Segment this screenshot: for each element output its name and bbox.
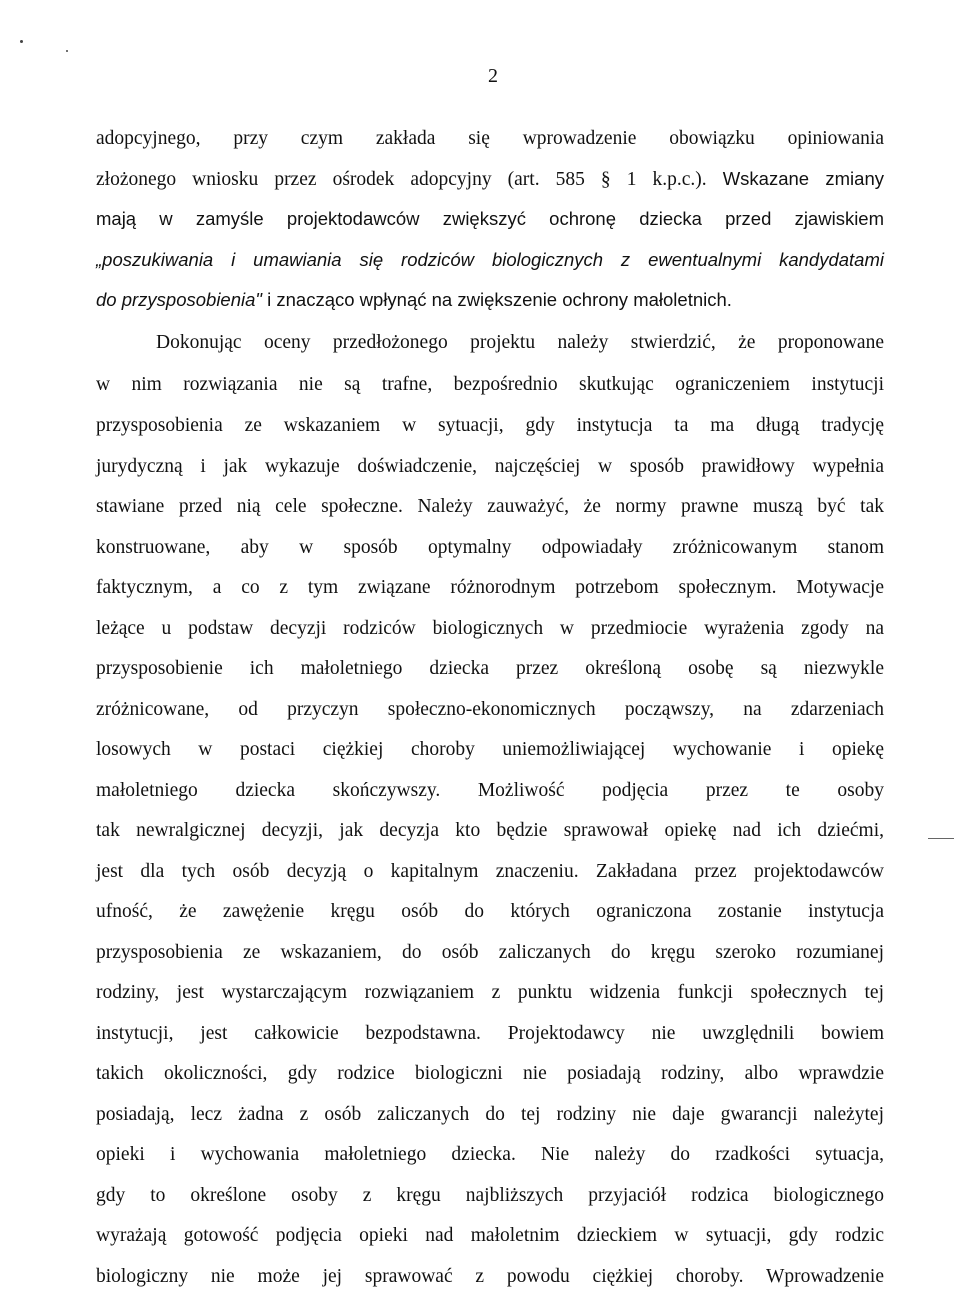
scan-mark [928, 838, 954, 839]
text-line: posiadają, lecz żadna z osób zaliczanych do tej rodziny nie daje gwarancji należytej [96, 1104, 884, 1125]
text-line: opieki i wychowania małoletniego dziecka. Nie należy do rzadkości sytuacja, [96, 1144, 884, 1165]
text-line: w nim rozwiązania nie są trafne, bezpośrednio skutkując ograniczeniem instytucji [96, 374, 884, 395]
text-line: przysposobienie ich małoletniego dziecka przez określoną osobę są niezwykle [96, 658, 884, 679]
text-line: Dokonując oceny przedłożonego projektu należy stwierdzić, że proponowane [156, 332, 884, 353]
text-line: zróżnicowane, od przyczyn społeczno-ekonomicznych począwszy, na zdarzeniach [96, 699, 884, 720]
text-line: mają w zamyśle projektodawców zwiększyć ochronę dziecka przed zjawiskiem [96, 208, 884, 229]
text-line: rodziny, jest wystarczającym rozwiązaniem z punktu widzenia funkcji społecznych tej [96, 982, 884, 1003]
text-segment: złożonego wniosku przez ośrodek adopcyjny (art. 585 § 1 k.p.c.). [96, 169, 723, 190]
text-line: faktycznym, a co z tym związane różnorodnym potrzebom społecznym. Motywacje [96, 577, 884, 598]
text-line [96, 166, 884, 193]
text-line: przysposobienia ze wskazaniem w sytuacji, gdy instytucja ta ma długą tradycję [96, 415, 884, 436]
text-line: losowych w postaci ciężkiej choroby uniemożliwiającej wychowanie i opiekę [96, 739, 884, 760]
text-line: biologiczny nie może jej sprawować z powodu ciężkiej choroby. Wprowadzenie [96, 1266, 884, 1287]
text-segment: do przysposobienia" [96, 289, 262, 310]
text-line: małoletniego dziecka skończywszy. Możliwość podjęcia przez te osoby [96, 780, 884, 801]
text-line: ufność, że zawężenie kręgu osób do których ograniczona zostanie instytucja [96, 901, 884, 922]
text-line: gdy to określone osoby z kręgu najbliższych przyjaciół rodzica biologicznego [96, 1185, 884, 1206]
text-line: „poszukiwania i umawiania się rodziców biologicznych z ewentualnymi kandydatami [96, 249, 884, 270]
text-line [96, 287, 884, 314]
text-line: instytucji, jest całkowicie bezpodstawna. Projektodawcy nie uwzględnili bowiem [96, 1023, 884, 1044]
scan-speck [20, 40, 23, 43]
scan-speck [66, 50, 68, 52]
text-line: takich okoliczności, gdy rodzice biologiczni nie posiadają rodziny, albo wprawdzie [96, 1063, 884, 1084]
text-line: tak newralgicznej decyzji, jak decyzja kto będzie sprawował opiekę nad ich dziećmi, [96, 820, 884, 841]
text-line: konstruowane, aby w sposób optymalny odpowiadały zróżnicowanym stanom [96, 537, 884, 558]
text-line: stawiane przed nią cele społeczne. Należy zauważyć, że normy prawne muszą być tak [96, 496, 884, 517]
text-segment: Wskazane zmiany [722, 168, 884, 189]
text-segment: i znacząco wpłynąć na zwiększenie ochrony małoletnich. [261, 289, 732, 310]
text-line: leżące u podstaw decyzji rodziców biologicznych w przedmiocie wyrażenia zgody na [96, 618, 884, 639]
text-line: adopcyjnego, przy czym zakłada się wprowadzenie obowiązku opiniowania [96, 128, 884, 149]
text-line: jest dla tych osób decyzją o kapitalnym znaczeniu. Zakładana przez projektodawców [96, 861, 884, 882]
page-number: 2 [488, 65, 498, 87]
text-line: przysposobienia ze wskazaniem, do osób zaliczanych do kręgu szeroko rozumianej [96, 942, 884, 963]
text-line: wyrażają gotowość podjęcia opieki nad małoletnim dzieckiem w sytuacji, gdy rodzic [96, 1225, 884, 1246]
text-line: jurydyczną i jak wykazuje doświadczenie, najczęściej w sposób prawidłowy wypełnia [96, 456, 884, 477]
